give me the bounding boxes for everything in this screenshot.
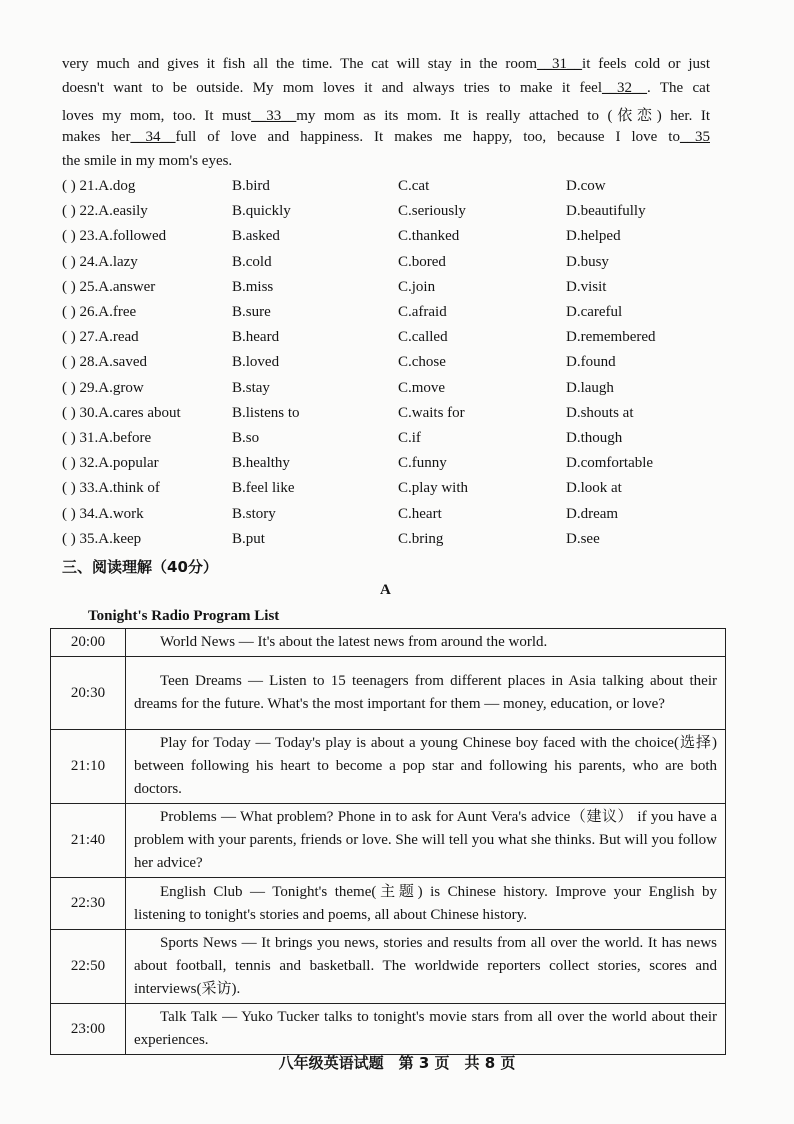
blank: __35 [679, 129, 710, 145]
option-c: C.seriously [398, 203, 466, 220]
option-d: D.careful [566, 304, 623, 320]
program-time: 22:50 [51, 930, 126, 1004]
option-num: ( ) 30.A.cares about [62, 404, 181, 421]
option-c: C.bring [398, 530, 444, 547]
program-text: English Club — Tonight's theme(主题) is Chinese history. Improve your English by listening to tonight's stories and poems, all about Chinese history. [134, 883, 717, 923]
program-description [126, 804, 726, 878]
question-row [0, 203, 794, 227]
option-d: D.look at [566, 480, 622, 497]
option-b: B.asked [232, 228, 280, 245]
program-row [51, 730, 726, 804]
program-time: 22:30 [51, 878, 126, 930]
option-num: ( ) 31.A.before [62, 430, 152, 446]
option-b: B.heard [232, 329, 280, 346]
question-row [0, 506, 794, 530]
question-row [0, 178, 794, 202]
passage-text: the smile in my mom's eyes. [62, 153, 233, 169]
question-row [0, 480, 794, 504]
passage-text: it feels cold or just [582, 56, 711, 72]
question-row [0, 228, 794, 252]
blank: __33__ [251, 108, 297, 124]
option-num: ( ) 23.A.followed [62, 228, 167, 245]
passage-line [62, 153, 710, 170]
option-d: D.visit [566, 278, 607, 295]
program-description [126, 730, 726, 804]
program-text: Teen Dreams — Listen to 15 teenagers from different places in Asia talking about their dreams for the future. What's the most important for them — money, education, or love? [134, 673, 717, 712]
option-c: C.play with [398, 480, 468, 497]
option-d: D.shouts at [566, 404, 634, 421]
question-row [0, 531, 794, 555]
program-row [51, 629, 726, 657]
program-time: 20:30 [51, 657, 126, 730]
option-d: D.remembered [566, 329, 656, 346]
program-row [51, 657, 726, 730]
option-b: B.loved [232, 354, 280, 371]
passage-text: my mom as its mom. It is really attached to (依恋) her. It [296, 108, 710, 124]
option-num: ( ) 22.A.easily [62, 203, 148, 220]
option-c: C.cat [398, 178, 430, 194]
option-b: B.cold [232, 253, 272, 270]
option-c: C.chose [398, 354, 446, 371]
program-text: Problems — What problem? Phone in to ask for Aunt Vera's advice（建议） if you have a problem with your parents, friends or love. She will tell you what she thinks. But will you follow her advice? [134, 809, 717, 871]
passage-text: loves my mom, too. It must [62, 108, 252, 124]
passage-line [62, 104, 710, 125]
option-b: B.miss [232, 278, 274, 295]
blank: __32__ [602, 80, 647, 96]
option-b: B.stay [232, 379, 270, 396]
option-d: D.helped [566, 228, 621, 245]
option-b: B.sure [232, 304, 271, 320]
option-num: ( ) 27.A.read [62, 329, 139, 346]
option-c: C.heart [398, 505, 442, 522]
option-num: ( ) 25.A.answer [62, 278, 156, 295]
program-description [126, 930, 726, 1004]
option-c: C.join [398, 278, 436, 295]
option-b: B.feel like [232, 480, 295, 497]
passage-text: makes her [62, 129, 131, 145]
program-description [126, 1004, 726, 1055]
program-text: World News — It's about the latest news from around the world. [160, 634, 548, 650]
passage-line [62, 56, 710, 73]
option-c: C.called [398, 329, 448, 346]
question-row [0, 405, 794, 429]
option-b: B.bird [232, 178, 270, 194]
program-time: 20:00 [51, 629, 126, 657]
program-text: Play for Today — Today's play is about a young Chinese boy faced with the choice(选择) between following his heart to become a pop star and following his parents, who are both doctors. [134, 735, 717, 797]
question-row [0, 329, 794, 353]
question-row [0, 354, 794, 378]
part-label: A [380, 582, 391, 598]
option-b: B.listens to [232, 404, 300, 421]
option-d: D.dream [566, 505, 619, 522]
program-time: 21:10 [51, 730, 126, 804]
program-row [51, 930, 726, 1004]
passage-text: . The cat [647, 80, 710, 96]
option-num: ( ) 33.A.think of [62, 480, 160, 497]
option-c: C.if [398, 430, 421, 446]
question-row [0, 304, 794, 328]
program-time: 21:40 [51, 804, 126, 878]
page-footer: 八年级英语试题 第 3 页 共 8 页 [278, 1054, 516, 1072]
option-d: D.beautifully [566, 203, 646, 220]
passage-line [62, 80, 710, 97]
option-d: D.laugh [566, 379, 614, 396]
program-row [51, 878, 726, 930]
option-num: ( ) 29.A.grow [62, 379, 144, 396]
option-d: D.comfortable [566, 455, 654, 472]
program-time: 23:00 [51, 1004, 126, 1055]
option-num: ( ) 26.A.free [62, 304, 137, 320]
option-num: ( ) 21.A.dog [62, 178, 136, 194]
option-num: ( ) 34.A.work [62, 505, 144, 522]
passage-text: very much and gives it fish all the time. The cat will stay in the room [62, 56, 538, 72]
program-row [51, 804, 726, 878]
option-num: ( ) 35.A.keep [62, 530, 142, 547]
program-description [126, 878, 726, 930]
radio-program-table [50, 628, 726, 1055]
option-num: ( ) 24.A.lazy [62, 253, 138, 270]
question-row [0, 455, 794, 479]
option-c: C.waits for [398, 404, 465, 421]
option-d: D.see [566, 530, 600, 547]
option-b: B.put [232, 530, 265, 547]
option-c: C.move [398, 379, 446, 396]
option-d: D.though [566, 430, 623, 446]
question-row [0, 279, 794, 303]
option-num: ( ) 28.A.saved [62, 354, 147, 371]
passage-text: full of love and happiness. It makes me happy, too, because I love to [175, 129, 680, 145]
section-title: 三、阅读理解（40分） [62, 558, 218, 576]
option-d: D.busy [566, 253, 609, 270]
question-row [0, 254, 794, 278]
option-c: C.thanked [398, 228, 460, 245]
program-description [126, 657, 726, 730]
option-num: ( ) 32.A.popular [62, 455, 159, 472]
program-text: Talk Talk — Yuko Tucker talks to tonight's movie stars from all over the world about their experiences. [134, 1009, 717, 1048]
blank: __34__ [130, 129, 176, 145]
option-b: B.quickly [232, 203, 291, 220]
option-d: D.found [566, 354, 616, 371]
option-c: C.funny [398, 455, 447, 472]
option-c: C.bored [398, 253, 446, 270]
passage-text: doesn't want to be outside. My mom loves it and always tries to make it feel [62, 80, 602, 96]
program-description [126, 629, 726, 657]
table-title: Tonight's Radio Program List [88, 608, 280, 624]
program-row [51, 1004, 726, 1055]
option-b: B.healthy [232, 455, 290, 472]
blank: __31__ [537, 56, 583, 72]
question-row [0, 430, 794, 454]
question-row [0, 380, 794, 404]
option-b: B.story [232, 505, 276, 522]
option-b: B.so [232, 430, 260, 446]
option-d: D.cow [566, 178, 606, 194]
program-text: Sports News — It brings you news, stories and results from all over the world. It has news about football, tennis and basketball. The worldwide reporters collect stories, scores and interviews(采访). [134, 935, 717, 997]
option-c: C.afraid [398, 304, 447, 320]
passage-line [62, 129, 710, 146]
